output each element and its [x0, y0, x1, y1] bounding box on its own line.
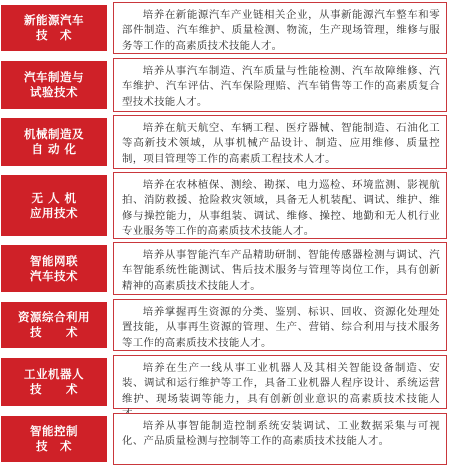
program-name-line2: 自 动 化	[31, 142, 77, 156]
program-description: 培养从事智能汽车产品精助研制、智能传感器检测与调试、汽车智能系统性能测试、售后技术服务与管理等岗位工作，具有创新精神的高素质技术技能人才。	[113, 242, 447, 295]
program-name-line1: 资源综合利用	[18, 310, 90, 324]
program-description: 培养从事智能制造控制系统安装调试、工业数据采集与可视化、产品质量检测与控制等工作的高素质技术技能人才。	[113, 413, 447, 465]
program-name-line2: 技 术	[36, 439, 72, 453]
program-description: 培养在生产一线从事工业机器人及其相关智能设备制造、安装、调试和运行维护等工作，具备工业机器人程序设计、系统运营维护、现场装调等能力，具有创新创业意识的高素质技术技能人	[113, 355, 447, 409]
program-name-line1: 机械制造及	[24, 127, 84, 141]
program-name-line1: 汽车制造与	[24, 70, 84, 84]
program-row	[1, 58, 448, 112]
program-name	[1, 245, 107, 292]
program-name-line2: 技 术	[36, 28, 72, 42]
program-name-line1: 工业机器人	[24, 367, 84, 381]
program-name-line2: 技 术	[30, 325, 78, 339]
program-name	[1, 416, 107, 462]
program-name-line1: 智能网联	[30, 253, 78, 268]
program-name-line1: 智能控制	[30, 424, 78, 438]
program-name-line2: 技 术	[30, 382, 78, 396]
program-row	[1, 355, 448, 409]
program-name	[1, 302, 107, 348]
program-name-line2: 应用技术	[30, 205, 78, 220]
program-row	[1, 413, 448, 465]
program-name	[1, 358, 107, 406]
program-description: 培养在新能源汽车产业链相关企业，从事新能源汽车整车和零部件制造、汽车维护、质量检测、物流，生产现场管理，维修与服务等工作的高素质技术技能人才。	[113, 2, 447, 54]
program-description: 培养在农林植保、测绘、勘探、电力巡检、环境监测、影视航拍、消防救援、抢险救灾领域，具备无人机装配、调试、维护、维修与操控能力，从事组装、调试、维修、操控、地勤和无人机行业专业服务等工作的高素质技术技能人才。	[113, 172, 447, 239]
program-name-line1: 新能源汽车	[24, 13, 84, 27]
program-description: 培养掌握再生资源的分类、鉴别、标识、回收、资源化处理处置技能，从事再生资源的管理、生产、营销、综合利用与技术服务等工作的高素质技术技能人才。	[113, 299, 447, 351]
program-name-line2: 试验技术	[30, 85, 78, 99]
program-row	[1, 2, 448, 54]
program-description: 培养从事汽车制造、汽车质量与性能检测、汽车故障维修、汽车维护、汽车评估、汽车保险理赔、汽车销售等工作的高素质复合型技术技能人才。	[113, 58, 447, 112]
program-name	[1, 175, 107, 236]
program-name-line1: 无 人 机	[31, 190, 77, 205]
program-row	[1, 299, 448, 351]
program-name	[1, 5, 107, 51]
program-row	[1, 172, 448, 239]
program-row	[1, 115, 448, 169]
program-name	[1, 61, 107, 109]
program-name	[1, 118, 107, 166]
program-row	[1, 242, 448, 295]
program-name-line2: 汽车技术	[30, 268, 78, 283]
program-description: 培养在航天航空、车辆工程、医疗器械、智能制造、石油化工等高新技术领域，从事机械产品设计、制造、应用维修、质量控制，项目管理等工作的高素质工程技术人才。	[113, 115, 447, 169]
